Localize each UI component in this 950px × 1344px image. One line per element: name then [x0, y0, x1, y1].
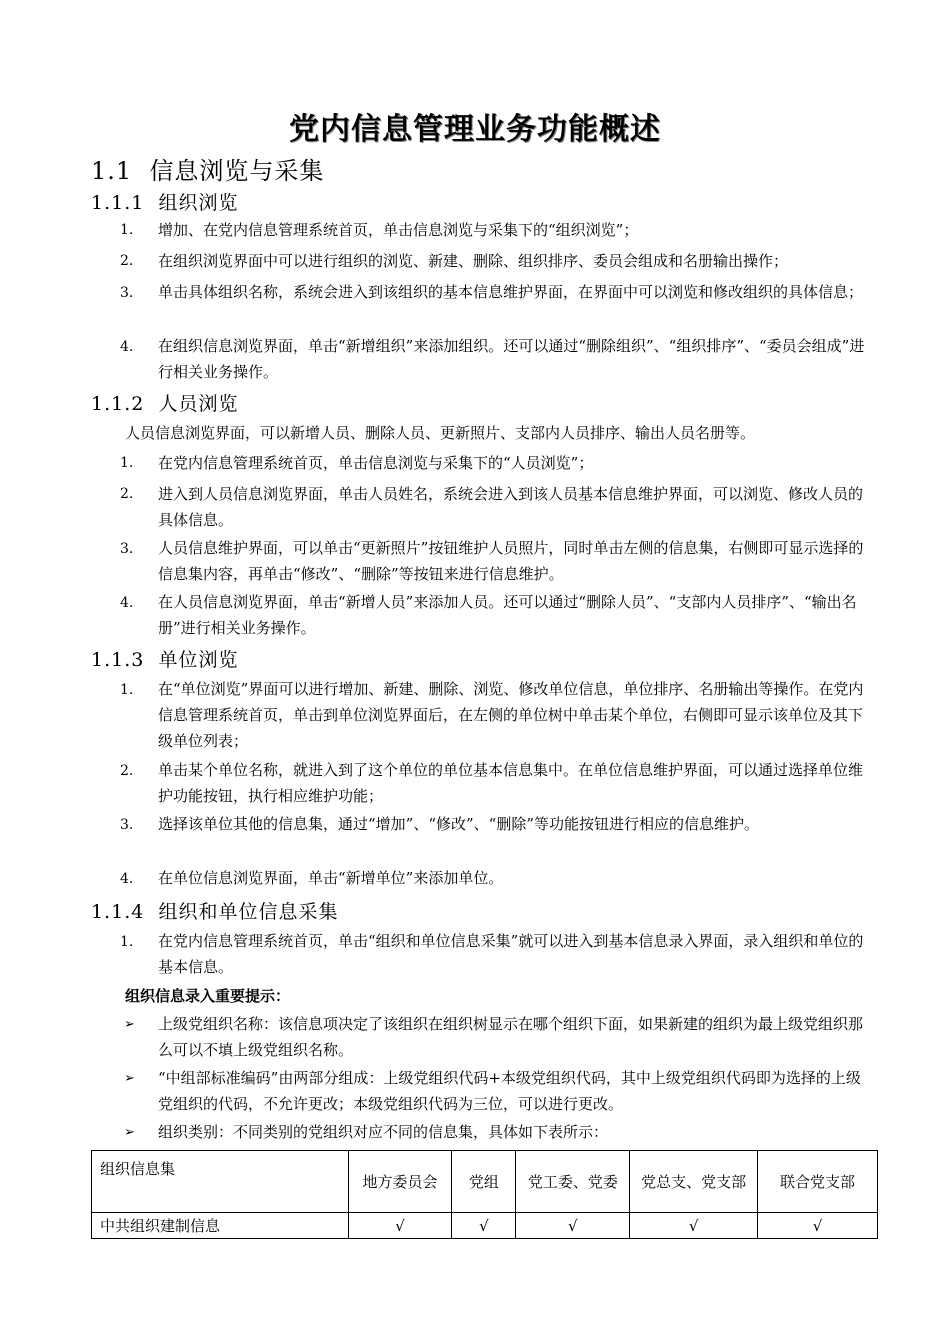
list-number: 1. [120, 934, 134, 950]
list-item: 在党内信息管理系统首页，单击“组织和单位信息采集”就可以进入到基本信息录入界面，录入组织和单位的基本信息。 [158, 932, 864, 976]
bullet-arrow-icon: ➢ [124, 1071, 135, 1086]
section-number: 1.1 [91, 157, 133, 185]
section-title: 信息浏览与采集 [149, 157, 325, 185]
paragraph: 人员信息浏览界面，可以新增人员、删除人员、更新照片、支部内人员排序、输出人员名册等。 [125, 424, 756, 442]
list-number: 4. [120, 871, 134, 887]
list-item: 进入到人员信息浏览界面，单击人员姓名，系统会进入到该人员基本信息维护界面，可以浏览、修改人员的具体信息。 [158, 485, 864, 529]
list-number: 3. [120, 817, 134, 833]
list-item: 在单位信息浏览界面，单击“新增单位”来添加单位。 [158, 869, 504, 887]
check-mark-icon: √ [452, 1213, 516, 1239]
list-item: 增加、在党内信息管理系统首页，单击信息浏览与采集下的“组织浏览”； [158, 221, 639, 239]
check-mark-icon: √ [630, 1213, 758, 1239]
org-type-table [91, 1150, 878, 1239]
list-number: 3. [120, 541, 134, 557]
list-item: 在“单位浏览”界面可以进行增加、新建、删除、浏览、修改单位信息，单位排序、名册输出等操作。在党内信息管理系统首页，单击到单位浏览界面后，在左侧的单位树中单击某个单位，右侧即可显示该单位及其下级单位列表； [158, 680, 864, 750]
section-title: 组织和单位信息采集 [158, 901, 339, 923]
list-item: 单击具体组织名称，系统会进入到该组织的基本信息维护界面，在界面中可以浏览和修改组织的具体信息； [158, 283, 864, 301]
list-item: 在组织信息浏览界面，单击“新增组织”来添加组织。还可以通过“删除组织”、“组织排序”、“委员会组成”进行相关业务操作。 [158, 337, 865, 381]
list-item: 选择该单位其他的信息集，通过“增加”、“修改”、“删除”等功能按钮进行相应的信息维护。 [158, 815, 760, 833]
list-number: 2. [120, 763, 134, 779]
table-header-cell: 党工委、党委 [516, 1151, 630, 1213]
section-number: 1.1.2 [91, 393, 145, 415]
section-heading-1-1 [91, 151, 324, 186]
bullet-arrow-icon: ➢ [124, 1125, 135, 1140]
section-title: 单位浏览 [158, 649, 239, 671]
tip-title: 组织信息录入重要提示： [125, 987, 291, 1005]
section-heading-1-1-3 [91, 645, 238, 672]
list-item: 单击某个单位名称，就进入到了这个单位的单位基本信息集中。在单位信息维护界面，可以通过选择单位维护功能按钮，执行相应维护功能； [158, 761, 864, 805]
table-row [92, 1213, 878, 1239]
list-number: 4. [120, 339, 134, 355]
list-item: 在组织浏览界面中可以进行组织的浏览、新建、删除、组织排序、委员会组成和名册输出操作； [158, 252, 789, 270]
list-item: 人员信息维护界面，可以单击“更新照片”按钮维护人员照片，同时单击左侧的信息集，右侧即可显示选择的信息集内容，再单击“修改”、“删除”等按钮来进行信息维护。 [158, 539, 864, 583]
check-mark-icon: √ [348, 1213, 452, 1239]
list-number: 2. [120, 486, 134, 502]
section-number: 1.1.1 [91, 192, 145, 214]
section-heading-1-1-1 [91, 188, 238, 215]
table-header-row [92, 1151, 878, 1213]
bullet-item: 组织类别：不同类别的党组织对应不同的信息集，具体如下表所示： [158, 1123, 609, 1141]
list-number: 3. [120, 285, 134, 301]
section-heading-1-1-2 [91, 389, 238, 416]
check-mark-icon: √ [758, 1213, 878, 1239]
check-mark-icon: √ [516, 1213, 630, 1239]
section-title: 人员浏览 [158, 393, 239, 415]
table-header-cell: 联合党支部 [758, 1151, 878, 1213]
table-header-cell: 党组 [452, 1151, 516, 1213]
bullet-item: 上级党组织名称：该信息项决定了该组织在组织树显示在哪个组织下面，如果新建的组织为最上级党组织那么可以不填上级党组织名称。 [158, 1015, 864, 1059]
section-heading-1-1-4 [91, 897, 338, 924]
list-number: 4. [120, 595, 134, 611]
list-item: 在党内信息管理系统首页，单击信息浏览与采集下的“人员浏览”； [158, 454, 594, 472]
section-number: 1.1.3 [91, 649, 145, 671]
list-number: 1. [120, 682, 134, 698]
section-title: 组织浏览 [158, 192, 239, 214]
section-number: 1.1.4 [91, 901, 145, 923]
list-number: 1. [120, 455, 134, 471]
bullet-arrow-icon: ➢ [124, 1017, 135, 1032]
list-number: 1. [120, 222, 134, 238]
list-number: 2. [120, 253, 134, 269]
table-cell: 中共组织建制信息 [92, 1213, 349, 1239]
table-header-cell: 党总支、党支部 [630, 1151, 758, 1213]
bullet-item: “中组部标准编码”由两部分组成：上级党组织代码+本级党组织代码，其中上级党组织代码即为选择的上级党组织的代码，不允许更改；本级党组织代码为三位，可以进行更改。 [158, 1069, 861, 1113]
list-item: 在人员信息浏览界面，单击“新增人员”来添加人员。还可以通过“删除人员”、“支部内人员排序”、“输出名册”进行相关业务操作。 [158, 593, 857, 637]
table-header-cell: 组织信息集 [92, 1151, 349, 1213]
page-title: 党内信息管理业务功能概述 [289, 112, 661, 147]
table-header-cell: 地方委员会 [348, 1151, 452, 1213]
